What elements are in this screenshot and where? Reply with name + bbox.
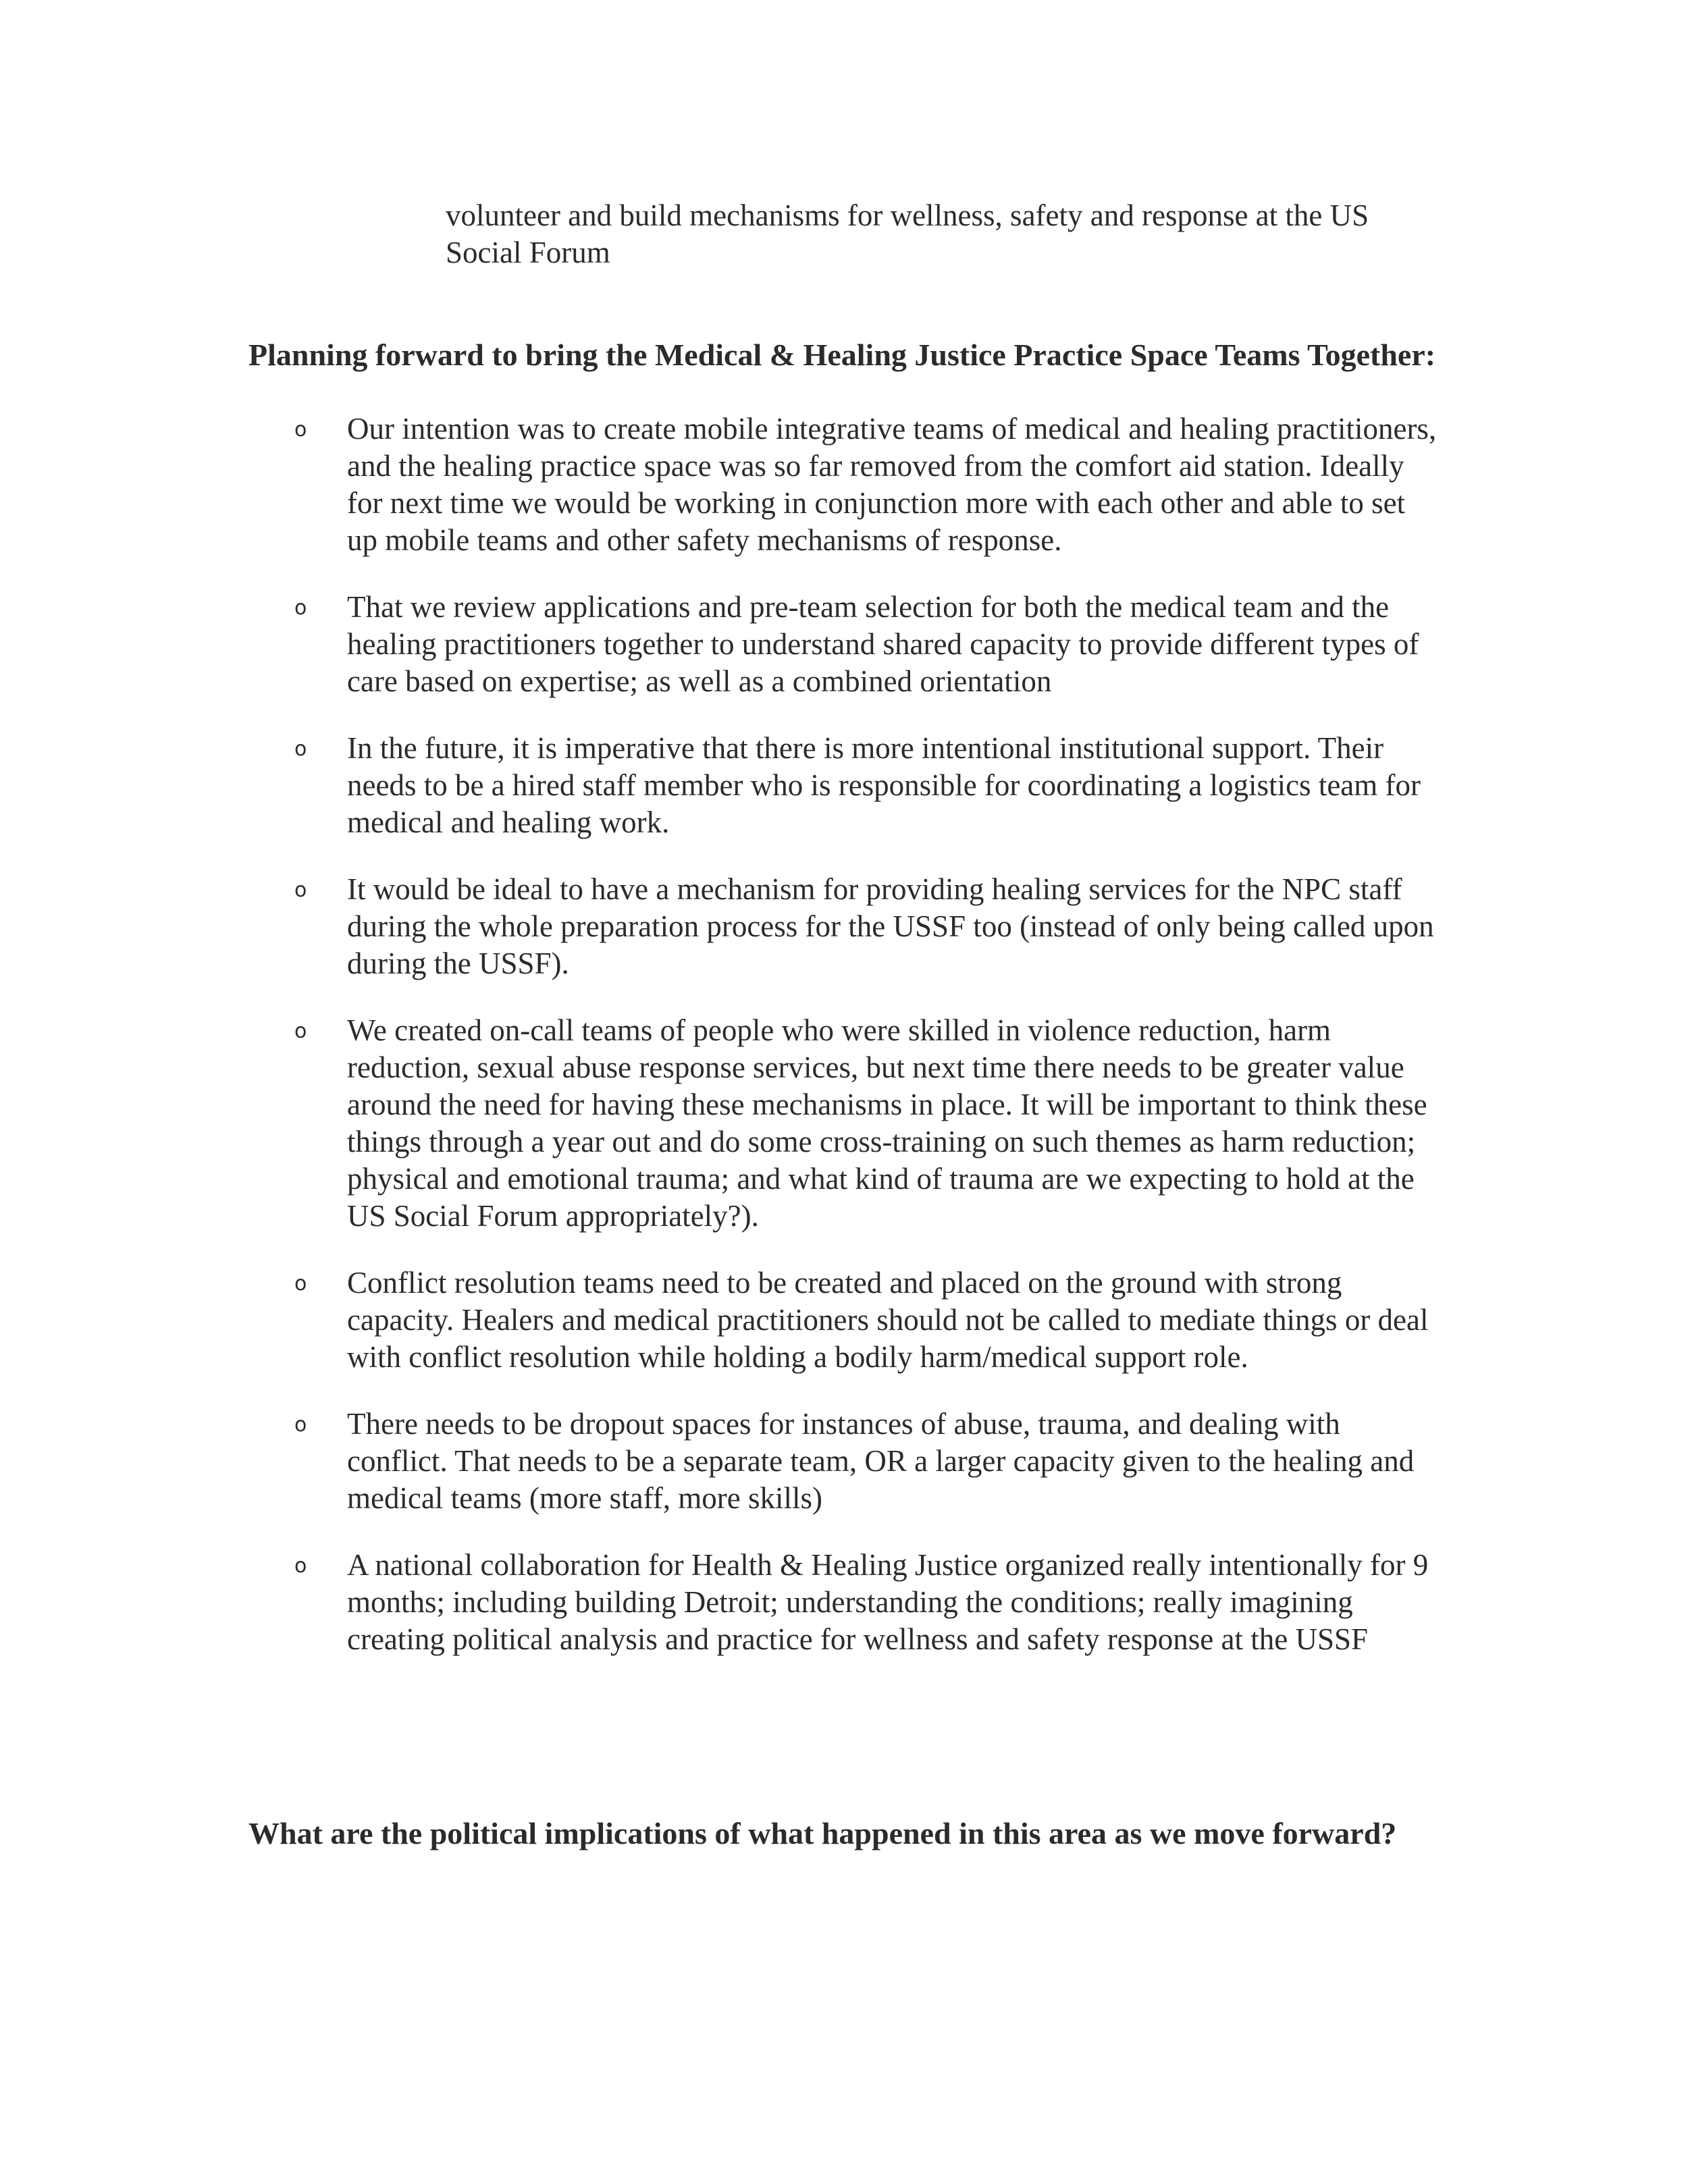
list-item xyxy=(294,1406,1442,1517)
continuation-paragraph: volunteer and build mechanisms for wellness, safety and response at the US Social Forum xyxy=(446,198,1369,269)
section-heading-planning-forward: Planning forward to bring the Medical & Healing Justice Practice Space Teams Together: xyxy=(248,338,1436,372)
list-item xyxy=(294,871,1442,982)
list-item-text: That we review applications and pre-team selection for both the medical team and the healing practitioners together to understand shared capacity to provide different types of care based on expertise; as well as a combined orientation xyxy=(347,590,1419,698)
hollow-bullet-icon: o xyxy=(294,1019,307,1043)
list-item-text: Conflict resolution teams need to be created and placed on the ground with strong capacity. Healers and medical practitioners should not be called to mediate things or deal with conflict resolution while holding a bodily harm/medical support role. xyxy=(347,1266,1429,1374)
hollow-bullet-icon: o xyxy=(294,878,307,902)
list-item xyxy=(294,410,1442,559)
list-item xyxy=(294,730,1442,841)
list-item xyxy=(294,1547,1442,1658)
list-item-text: Our intention was to create mobile integrative teams of medical and healing practitioners, and the healing practice space was so far removed from the comfort aid station. Ideally for next time we would be working in conjunction more with each other and able to set up mobile teams and other safety mechanisms of response. xyxy=(347,412,1437,557)
list-item-text: A national collaboration for Health & Healing Justice organized really intentionally for 9 months; including building Detroit; understanding the conditions; really imagining creating political analysis and practice for wellness and safety response at the USSF xyxy=(347,1548,1429,1656)
section-heading-political-implications: What are the political implications of what happened in this area as we move forward? xyxy=(248,1816,1397,1850)
hollow-bullet-icon: o xyxy=(294,1413,307,1437)
recommendations-list xyxy=(294,410,1442,1688)
hollow-bullet-icon: o xyxy=(294,596,307,620)
list-item xyxy=(294,589,1442,700)
list-item-text: It would be ideal to have a mechanism for providing healing services for the NPC staff during the whole preparation process for the USSF too (instead of only being called upon during the USSF). xyxy=(347,872,1434,980)
hollow-bullet-icon: o xyxy=(294,418,307,442)
list-item-text: We created on-call teams of people who were skilled in violence reduction, harm reduction, sexual abuse response services, but next time there needs to be greater value around the need for having these mechanisms in place. It will be important to think these things through a year out and do some cross-training on such themes as harm reduction; physical and emotional trauma; and what kind of trauma are we expecting to hold at the US Social Forum appropriately?). xyxy=(347,1013,1427,1233)
list-item-text: There needs to be dropout spaces for instances of abuse, trauma, and dealing with conflict. That needs to be a separate team, OR a larger capacity given to the healing and medical teams (more staff, more skills) xyxy=(347,1407,1415,1515)
hollow-bullet-icon: o xyxy=(294,1272,307,1296)
list-item-text: In the future, it is imperative that there is more intentional institutional support. Their needs to be a hired staff member who is responsible for coordinating a logistics team for medical and healing work. xyxy=(347,731,1421,839)
hollow-bullet-icon: o xyxy=(294,1554,307,1578)
hollow-bullet-icon: o xyxy=(294,737,307,761)
list-item xyxy=(294,1012,1442,1235)
list-item xyxy=(294,1264,1442,1376)
